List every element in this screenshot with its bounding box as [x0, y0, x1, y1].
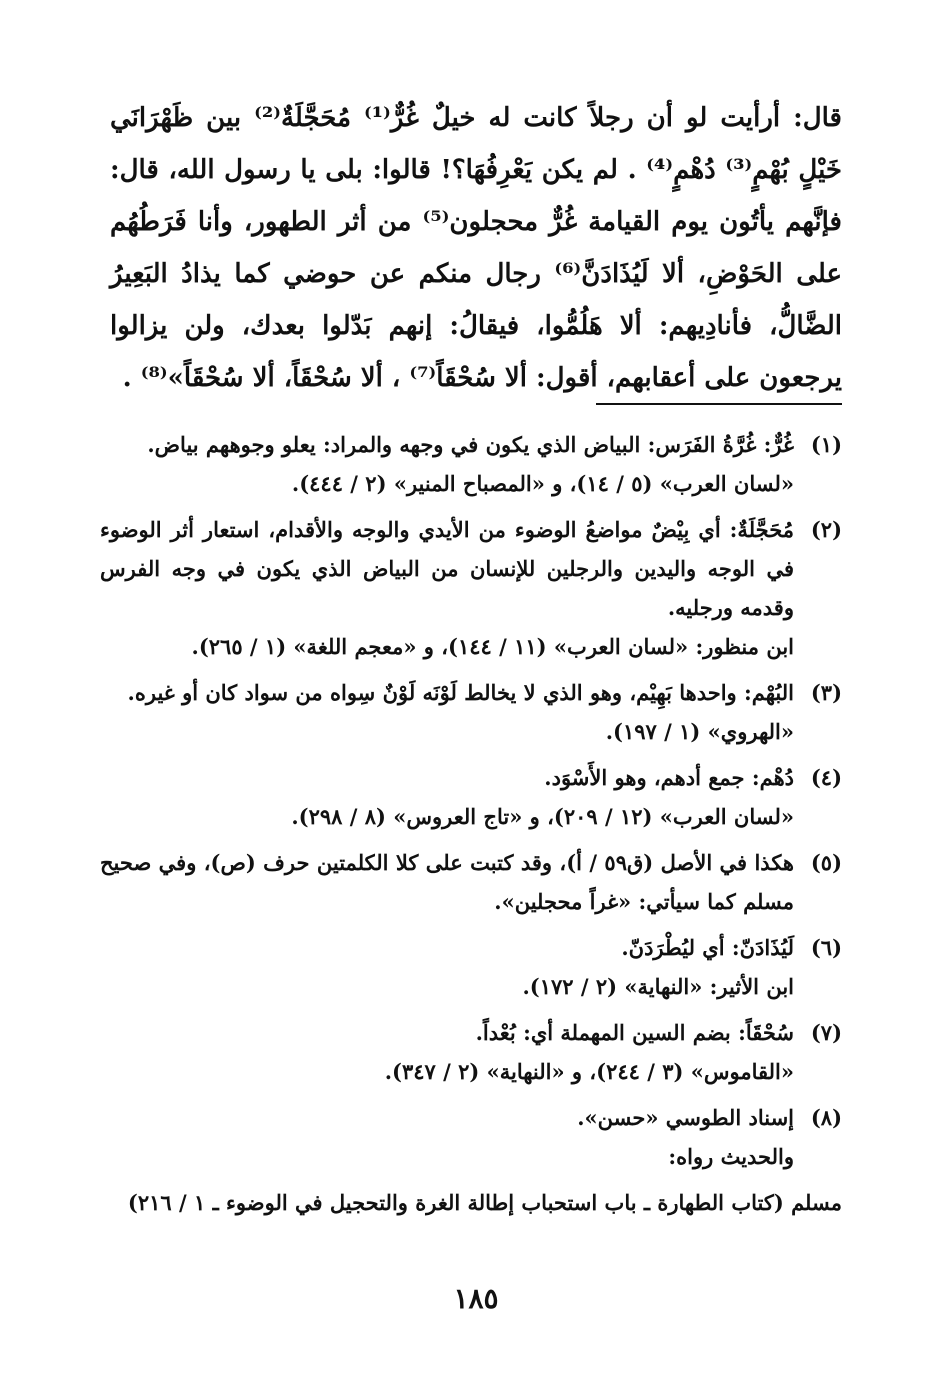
footnote-text: البُهْم: واحدها بَهِيْم، وهو الذي لا يخالط لَوْنَه لَوْنٌ سِواه من سواد كان أو غيره. [127, 680, 794, 705]
footnote-text: والحديث رواه: [668, 1144, 794, 1169]
footnote-3 [100, 673, 842, 751]
main-paragraph: قال: أرأيت لو أن رجلاً كانت له خيلٌ غُرٌّ⁽¹⁾ مُحَجَّلَةٌ⁽²⁾ بين ظَهْرَانَي خَيْلٍ بُهْمٍ⁽³⁾ دُهْمٍ⁽⁴⁾ . لم يكن يَعْرِفُهَا؟! قالوا: بلى يا رسول الله، قال: فإنَّهم يأتُون يوم القيامة غُرٌّ محجلون⁽⁵⁾ من أثر الطهور، وأنا فَرَطُهُم على الحَوْضِ، ألا لَيُذَادَنَّ⁽⁶⁾ رجال منكم عن حوضي كما يذادُ البَعِيرُ الضَّالُّ، فأنادِيهم: ألا هَلُمُّوا، فيقالُ: إنهم بَدّلوا بعدك، ولن يزالوا يرجعون على أعقابهم، أقول: ألا سُحْقَاً⁽⁷⁾ ، ألا سُحْقَاً، ألا سُحْقَاً»⁽⁸⁾ . [110, 103, 842, 393]
footnote-number: (٢) [810, 517, 842, 542]
footnote-number: (٣) [810, 680, 842, 705]
footnote-text: دُهْم: جمع أدهم، وهو الأَسْوَد. [544, 765, 794, 790]
footnote-source: «القاموس» (٣ / ٢٤٤)، و «النهاية» (٢ / ٣٤٧). [384, 1059, 794, 1084]
footnote-2 [100, 510, 842, 666]
footnote-number: (٤) [810, 765, 842, 790]
footnote-source: ابن منظور: «لسان العرب» (١١ / ١٤٤)، و «معجم اللغة» (١ / ٢٦٥). [191, 634, 794, 659]
page-number: ١٨٥ [453, 1282, 499, 1315]
footnote-number: (٨) [810, 1105, 842, 1130]
footnote-separator [596, 403, 842, 405]
footnote-source: «لسان العرب» (٥ / ١٤)، و «المصباح المنير» (٢ / ٤٤٤). [291, 471, 794, 496]
footnote-source: «لسان العرب» (١٢ / ٢٠٩)، و «تاج العروس» (٨ / ٢٩٨). [291, 804, 794, 829]
footnote-6 [100, 928, 842, 1006]
footnote-source: «الهروي» (١ / ١٩٧). [605, 719, 794, 744]
footnote-number: (١) [810, 432, 842, 457]
footnote-text: مُحَجَّلَةٌ: أي بِيْضٌ مواضعُ الوضوء من الأيدي والوجه والأقدام، استعار أثر الوضوء في الوجه واليدين والرجلين للإنسان من البياض الذي يكون في وجه الفرس وقدمه ورجليه. [100, 517, 794, 620]
footnote-text: سُحْقَاً: بضم السين المهملة أي: بُعْداً. [475, 1020, 794, 1045]
footnote-number: (٥) [810, 850, 842, 875]
footnote-text: لَيُذَادَنّ: أي ليُطْرَدَنّ. [621, 935, 794, 960]
footnote-1 [100, 425, 842, 503]
footnote-text: غُرٌّ: غُرَّةُ الفَرَس: البياض الذي يكون في وجهه والمراد: يعلو وجوههم بياض. [147, 432, 794, 457]
footnotes [100, 425, 842, 1222]
footnote-number: (٧) [810, 1020, 842, 1045]
footnote-4 [100, 758, 842, 836]
footnote-source: ابن الأثير: «النهاية» (٢ / ١٧٢). [522, 974, 794, 999]
footnote-text: إسناد الطوسي «حسن». [577, 1105, 794, 1130]
footnote-8 [100, 1098, 842, 1176]
hadith-source-reference: مسلم (كتاب الطهارة ـ باب استحباب إطالة الغرة والتحجيل في الوضوء ـ ١ / ٢١٦) [127, 1190, 842, 1215]
hadith-text [110, 92, 842, 404]
footnote-7 [100, 1013, 842, 1091]
footnote-5 [100, 843, 842, 921]
footnote-text: هكذا في الأصل (ق٥٩ / أ)، وقد كتبت على كلا الكلمتين حرف (ص)، وفي صحيح مسلم كما سيأتي: «غراً محجلين». [100, 850, 794, 914]
footnote-number: (٦) [810, 935, 842, 960]
